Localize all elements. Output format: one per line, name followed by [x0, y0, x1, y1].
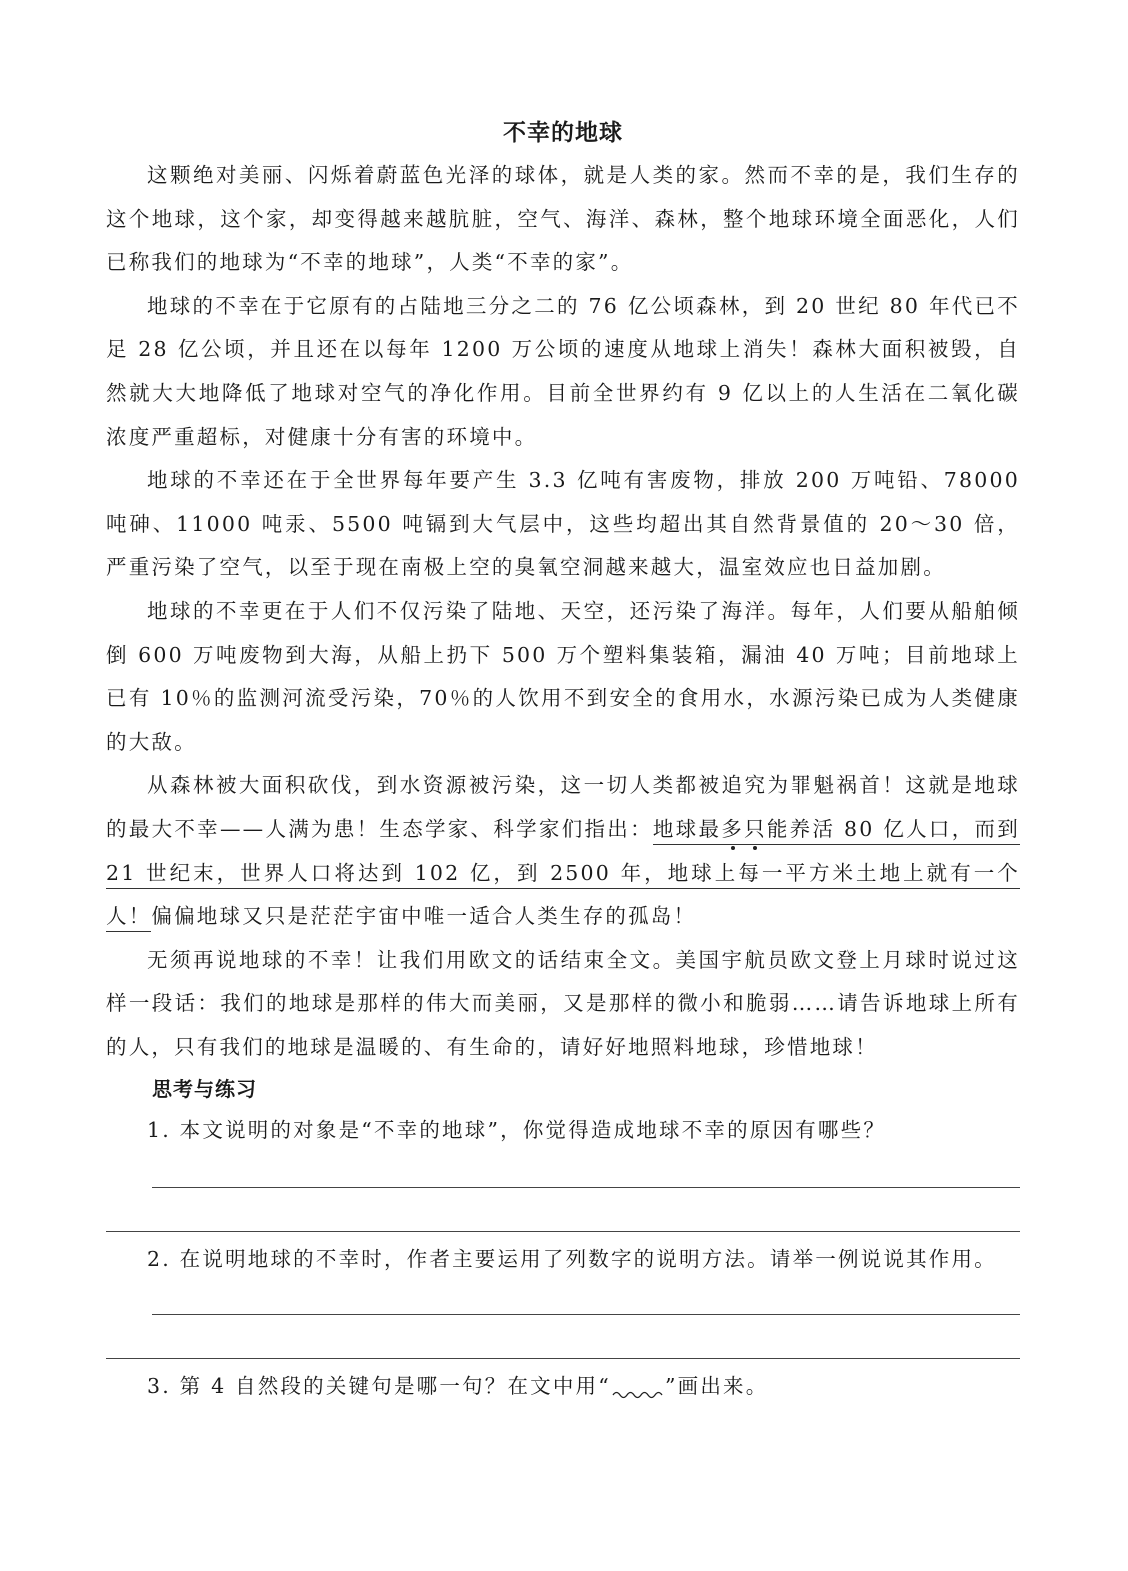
- paragraph-1: 这颗绝对美丽、闪烁着蔚蓝色光泽的球体，就是人类的家。然而不幸的是，我们生存的这个地球，这个家，却变得越来越肮脏，空气、海洋、森林，整个地球环境全面恶化，人们已称我们的地球为“不幸的地球”，人类“不幸的家”。: [106, 163, 1020, 275]
- underlined-part-1: 地球最: [652, 816, 722, 841]
- worksheet-page: [106, 118, 1020, 1408]
- paragraph-5: [106, 764, 1020, 938]
- question-1: 1. 本文说明的对象是“不幸的地球”，你觉得造成地球不幸的原因有哪些？: [147, 1118, 887, 1143]
- article-title: 不幸的地球: [503, 119, 623, 146]
- paragraph-2: 地球的不幸在于它原有的占陆地三分之二的 76 亿公顷森林，到 20 世纪 80 年代已不足 28 亿公顷，并且还在以每年 1200 万公顷的速度从地球上消失！森林大面积被毁，自然就大大地降低了地球对空气的净化作用。目前全世界约有 9 亿以上的人生活在二氧化碳浓度严重超标，对健康十分有害的环境中。: [106, 293, 1020, 449]
- dotted-char-2: 只: [744, 816, 767, 841]
- question-3-end: ”画出来。: [664, 1373, 769, 1398]
- question-3: [106, 1365, 1020, 1409]
- paragraph-5-ending: 偏偏地球又只是茫茫宇宙中唯一适合人类生存的孤岛！: [151, 904, 697, 929]
- paragraph-4: 地球的不幸更在于人们不仅污染了陆地、天空，还污染了海洋。每年，人们要从船舶倾倒 600 万吨废物到大海，从船上扔下 500 万个塑料集装箱，漏油 40 万吨；目前地球上已有 10％的监测河流受污染，70％的人饮用不到安全的食用水，水源污染已成为人类健康的大敌。: [106, 598, 1020, 754]
- paragraph-5-intro: 从森林被大面积砍伐，到水资源被污染，这一切人类都被追究为罪魁祸首！这就是地球的最大不幸——人满为患！生态学家、科学家们指出：: [106, 773, 1020, 841]
- paragraph-6: 无须再说地球的不幸！让我们用欧文的话结束全文。美国宇航员欧文登上月球时说过这样一段话：我们的地球是那样的伟大而美丽，又是那样的微小和脆弱……请告诉地球上所有的人，只有我们的地球是温暖的、有生命的，请好好地照料地球，珍惜地球！: [106, 947, 1020, 1059]
- exercises-heading: 思考与练习: [152, 1077, 257, 1102]
- question-2: 2. 在说明地球的不幸时，作者主要运用了列数字的说明方法。请举一例说说其作用。: [147, 1247, 997, 1272]
- dotted-char-1: 多: [721, 816, 745, 841]
- wavy-underline-icon: [611, 1385, 665, 1399]
- underlined-part-2: 能养活 80 亿人口，而到 21 世纪末，世界人口将达到 102 亿，到 2500 年，地球上每一平方米土地上就有一个人！: [106, 816, 1020, 929]
- question-3-text: 3. 第 4 自然段的关键句是哪一句？在文中用“: [147, 1373, 611, 1398]
- paragraph-3: 地球的不幸还在于全世界每年要产生 3.3 亿吨有害废物，排放 200 万吨铅、78000 吨砷、11000 吨汞、5500 吨镉到大气层中，这些均超出其自然背景值的 20～30 倍，严重污染了空气，以至于现在南极上空的臭氧空洞越来越大，温室效应也日益加剧。: [106, 468, 1020, 580]
